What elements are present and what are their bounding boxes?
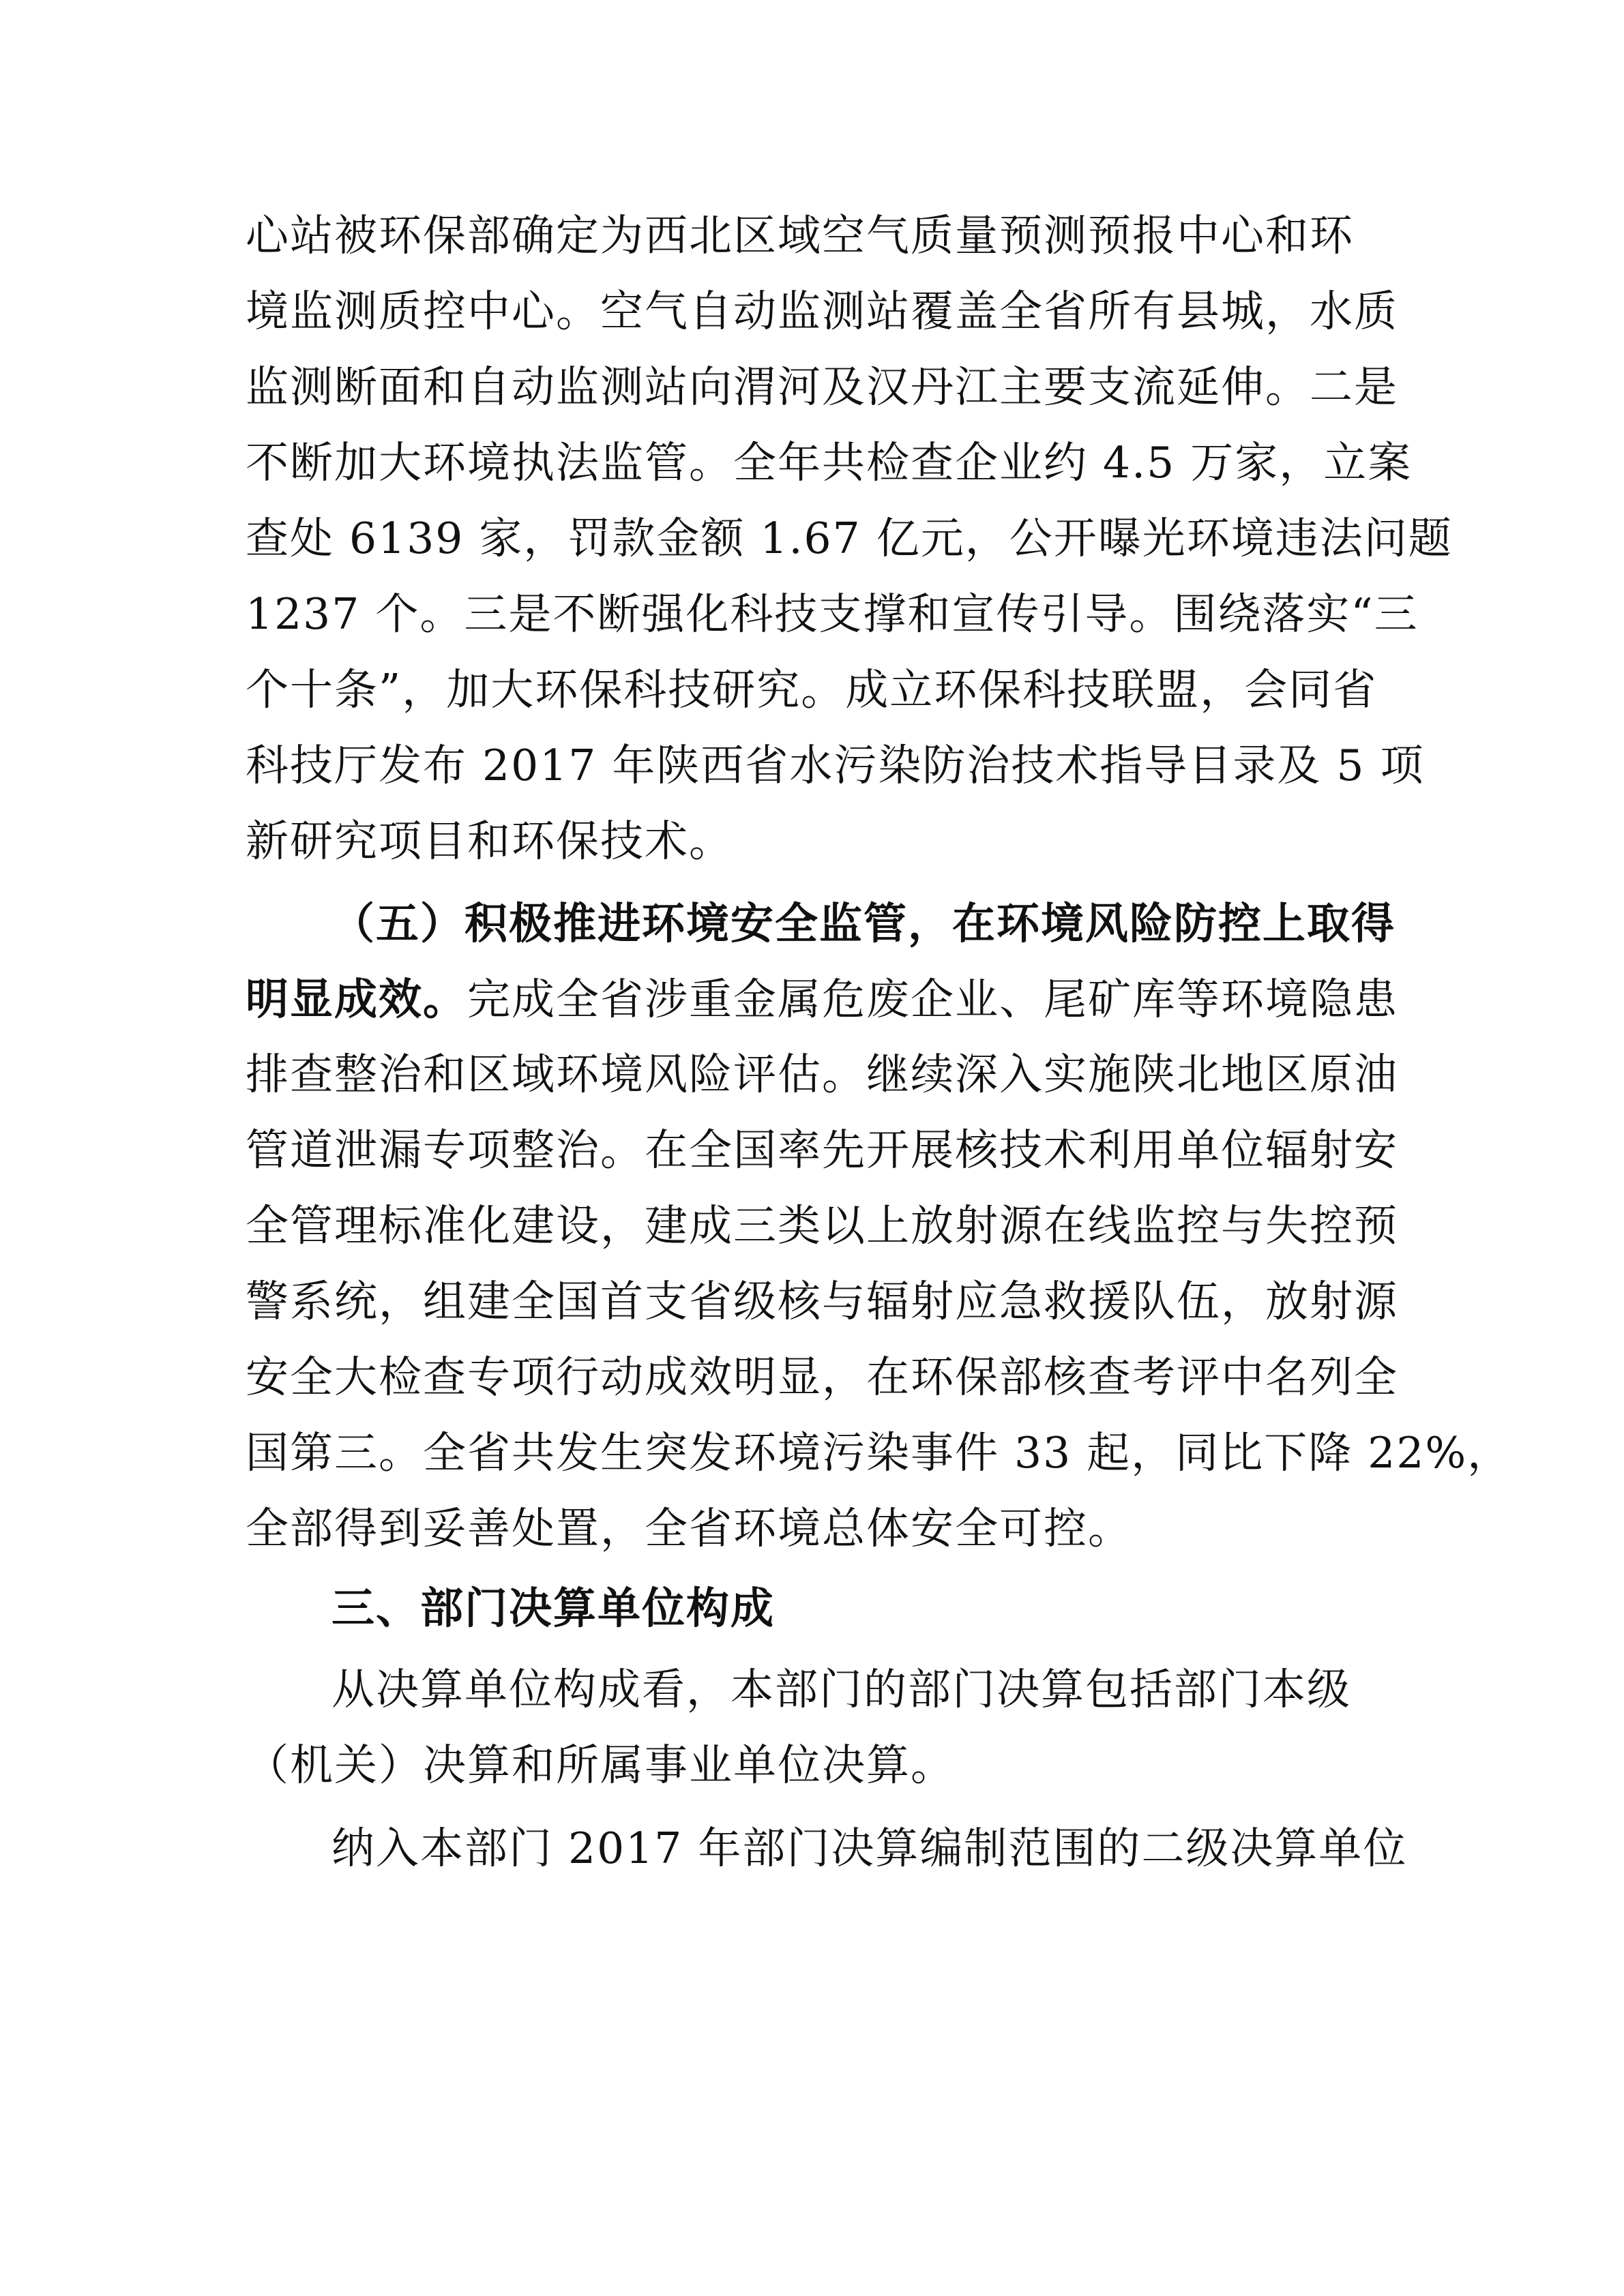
body-line-9: 新研究项目和环保技术。 [246,816,733,866]
section-five-line-7: 安全大检查专项行动成效明显，在环保部核查考评中名列全 [246,1352,1398,1402]
section-three-para1-line-1: 从决算单位构成看，本部门的部门决算包括部门本级 [331,1665,1351,1714]
body-line-2: 境监测质控中心。空气自动监测站覆盖全省所有县城，水质 [246,286,1398,336]
section-five-line-9: 全部得到妥善处置，全省环境总体安全可控。 [246,1504,1132,1553]
section-three-para2-line-1: 纳入本部门 2017 年部门决算编制范围的二级决算单位 [331,1823,1408,1873]
body-line-5: 查处 6139 家，罚款金额 1.67 亿元，公开曝光环境违法问题 [246,513,1453,563]
section-five-line-4: 管道泄漏专项整治。在全国率先开展核技术利用单位辐射安 [246,1125,1398,1175]
section-five-line-2-text: 完成全省涉重金属危废企业、尾矿库等环境隐患 [467,974,1398,1024]
body-line-1: 心站被环保部确定为西北区域空气质量预测预报中心和环 [246,211,1354,260]
body-line-7: 个十条”，加大环保科技研究。成立环保科技联盟，会同省 [246,665,1378,715]
section-five-line-5: 全管理标准化建设，建成三类以上放射源在线监控与失控预 [246,1201,1398,1251]
body-line-4: 不断加大环境执法监管。全年共检查企业约 4.5 万家，立案 [246,438,1413,488]
section-five-heading-end: 明显成效。 [246,974,467,1024]
section-five-line-2 [246,968,1398,1030]
body-line-6: 1237 个。三是不断强化科技支撑和宣传引导。围绕落实“三 [246,589,1419,639]
body-line-3: 监测断面和自动监测站向渭河及汉丹江主要支流延伸。二是 [246,362,1398,412]
body-line-8: 科技厅发布 2017 年陕西省水污染防治技术指导目录及 5 项 [246,741,1425,790]
section-three-heading: 三、部门决算单位构成 [331,1583,775,1633]
section-five-line-3: 排查整治和区域环境风险评估。继续深入实施陕北地区原油 [246,1049,1398,1099]
section-five-heading: （五）积极推进环境安全监管，在环境风险防控上取得 [331,898,1396,949]
section-five-line-6: 警系统，组建全国首支省级核与辐射应急救援队伍，放射源 [246,1277,1398,1326]
section-three-para1-line-2: （机关）决算和所属事业单位决算。 [246,1740,955,1790]
section-five-line-8: 国第三。全省共发生突发环境污染事件 33 起，同比下降 22%， [246,1428,1512,1478]
